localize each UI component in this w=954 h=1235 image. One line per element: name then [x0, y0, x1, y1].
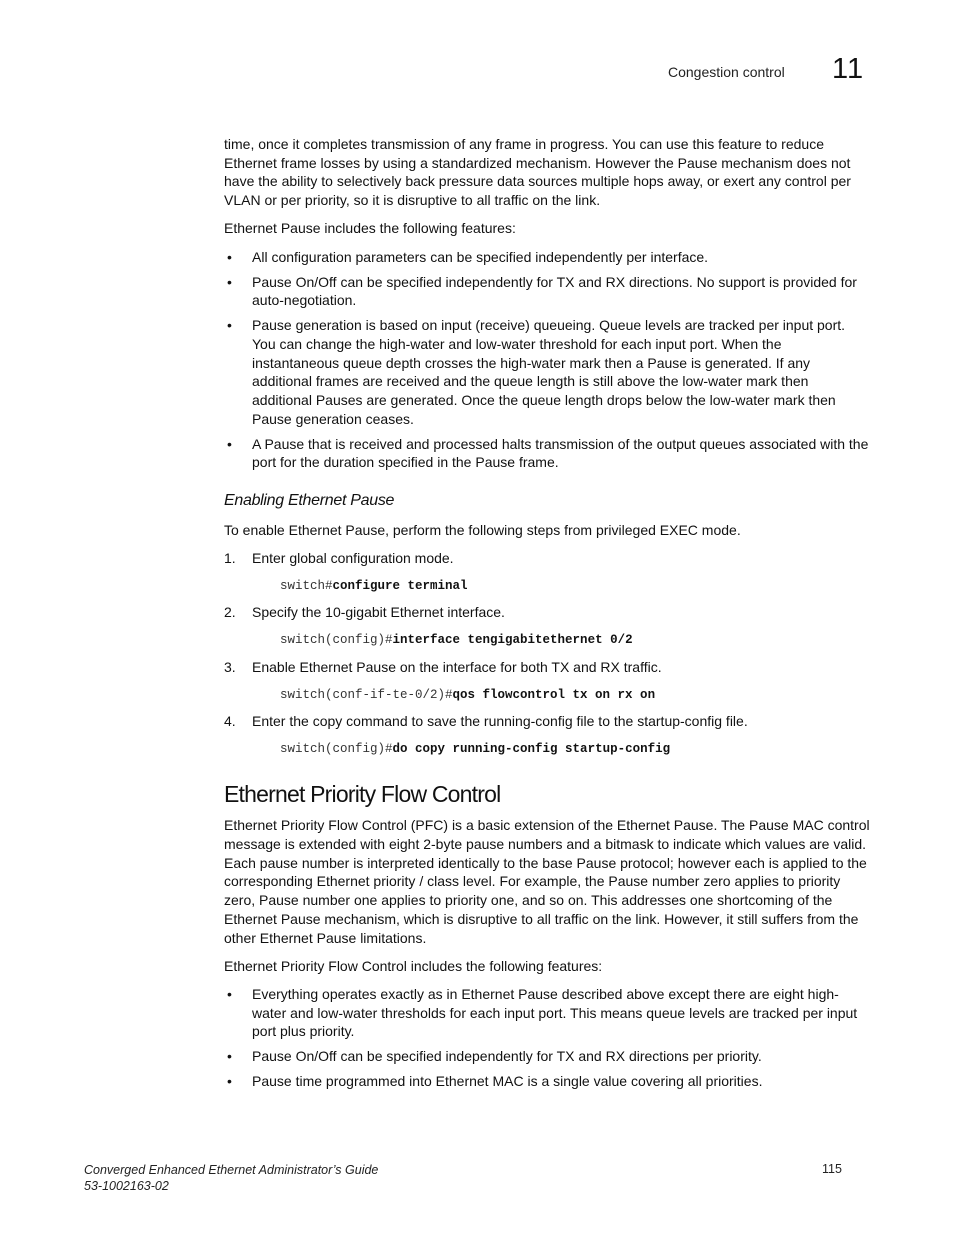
- cli-prompt: switch(config)#: [280, 741, 393, 756]
- code-sample: [280, 686, 870, 705]
- step-text: Enable Ethernet Pause on the interface for both TX and RX traffic.: [252, 658, 662, 675]
- step-text: Enter global configuration mode.: [252, 550, 454, 567]
- pause-features-list: [224, 248, 870, 473]
- enabling-heading: Enabling Ethernet Pause: [224, 492, 395, 510]
- step-number: 3.: [224, 658, 236, 675]
- list-item-text: Pause On/Off can be specified independently for TX and RX directions. No support is provided for auto-negotiation.: [252, 273, 857, 309]
- step-number: 2.: [224, 604, 236, 621]
- bullet-icon: •: [227, 986, 232, 1002]
- pfc-features-list: [224, 985, 870, 1091]
- cli-command: do copy running-config startup-config: [392, 741, 671, 756]
- step-item: [224, 603, 870, 649]
- list-item-text: Pause On/Off can be specified independently for TX and RX directions per priority.: [252, 1048, 762, 1065]
- code-sample: [280, 740, 870, 759]
- list-item: [224, 273, 870, 310]
- bullet-icon: •: [227, 1048, 232, 1065]
- cli-command: interface tengigabitethernet 0/2: [392, 633, 633, 648]
- bullet-icon: •: [227, 1073, 232, 1090]
- pfc-features-lead: Ethernet Priority Flow Control includes the following features:: [224, 957, 603, 974]
- list-item: [224, 435, 870, 472]
- step-text: Enter the copy command to save the running-config file to the startup-config file.: [252, 713, 748, 730]
- list-item: [224, 1072, 870, 1091]
- enabling-steps: [224, 549, 870, 759]
- enabling-lead: To enable Ethernet Pause, perform the following steps from privileged EXEC mode.: [224, 521, 741, 538]
- code-sample: [280, 631, 870, 650]
- list-item: [224, 985, 870, 1041]
- bullet-icon: •: [227, 273, 232, 290]
- step-number: 4.: [224, 713, 236, 730]
- running-header-section: Congestion control: [668, 64, 785, 80]
- list-item-text: Pause generation is based on input (receive) queueing. Queue levels are tracked per input port. You can change the high-water and low-water threshold for each input port. When the instantaneous queue depth crosses the high-water mark then a Pause is generated. If any additional frames are received and the queue length is still above the low-water mark then additional Pauses are generated. Once the queue length drops below the low-water mark then Pause generation ceases.: [252, 317, 846, 427]
- bullet-icon: •: [227, 248, 232, 265]
- cli-command: qos flowcontrol tx on rx on: [452, 687, 656, 702]
- cli-prompt: switch#: [280, 578, 333, 593]
- list-item-text: Everything operates exactly as in Ethernet Pause described above except there are eight high-water and low-water thresholds for each input port. This means queue levels are tracked per input port plus priority.: [252, 986, 858, 1040]
- list-item-text: Pause time programmed into Ethernet MAC is a single value covering all priorities.: [252, 1073, 763, 1090]
- step-text: Specify the 10-gigabit Ethernet interface.: [252, 604, 505, 621]
- code-sample: [280, 577, 870, 596]
- cli-prompt: switch(conf-if-te-0/2)#: [280, 687, 453, 702]
- chapter-number: 11: [832, 53, 865, 85]
- page-number: 115: [822, 1162, 842, 1176]
- intro-paragraph: time, once it completes transmission of any frame in progress. You can use this feature to reduce Ethernet frame losses by using a standardized mechanism. However the Pause mechanism does not have the ability to selectively back pressure data sources multiple hops away, or exert any control per VLAN or per priority, so it is disruptive to all traffic on the link.: [224, 136, 851, 209]
- bullet-icon: •: [227, 317, 232, 334]
- step-item: [224, 712, 870, 758]
- footer-title: Converged Enhanced Ethernet Administrator’s Guide: [84, 1163, 379, 1177]
- list-item: [224, 1047, 870, 1066]
- list-item-text: All configuration parameters can be specified independently per interface.: [252, 248, 709, 265]
- cli-prompt: switch(config)#: [280, 633, 393, 648]
- pfc-paragraph: Ethernet Priority Flow Control (PFC) is a basic extension of the Ethernet Pause. The Pause MAC control message is extended with eight 2-byte pause numbers and a bitmask to indicate which values are valid. Each pause number is interpreted identically to the base Pause protocol; however each is applied to the corresponding Ethernet priority / class level. For example, the Pause number zero applies to priority zero, Pause number one applies to priority one, and so on. This addresses one shortcoming of the Ethernet Pause mechanism, which is disruptive to all traffic on the link. However, it still suffers from the other Ethernet Pause limitations.: [224, 817, 870, 946]
- bullet-icon: •: [227, 435, 232, 452]
- page-body: [224, 135, 870, 1097]
- footer-doc-number: 53-1002163-02: [84, 1179, 169, 1193]
- footer-doc-info: [84, 1162, 378, 1194]
- list-item-text: A Pause that is received and processed halts transmission of the output queues associated with the port for the duration specified in the Pause frame.: [252, 435, 869, 471]
- list-item: [224, 316, 870, 428]
- list-item: [224, 248, 870, 267]
- step-item: [224, 549, 870, 595]
- step-number: 1.: [224, 550, 236, 567]
- pause-features-lead: Ethernet Pause includes the following features:: [224, 220, 516, 237]
- pfc-heading: Ethernet Priority Flow Control: [224, 780, 501, 807]
- cli-command: configure terminal: [332, 578, 468, 593]
- step-item: [224, 658, 870, 704]
